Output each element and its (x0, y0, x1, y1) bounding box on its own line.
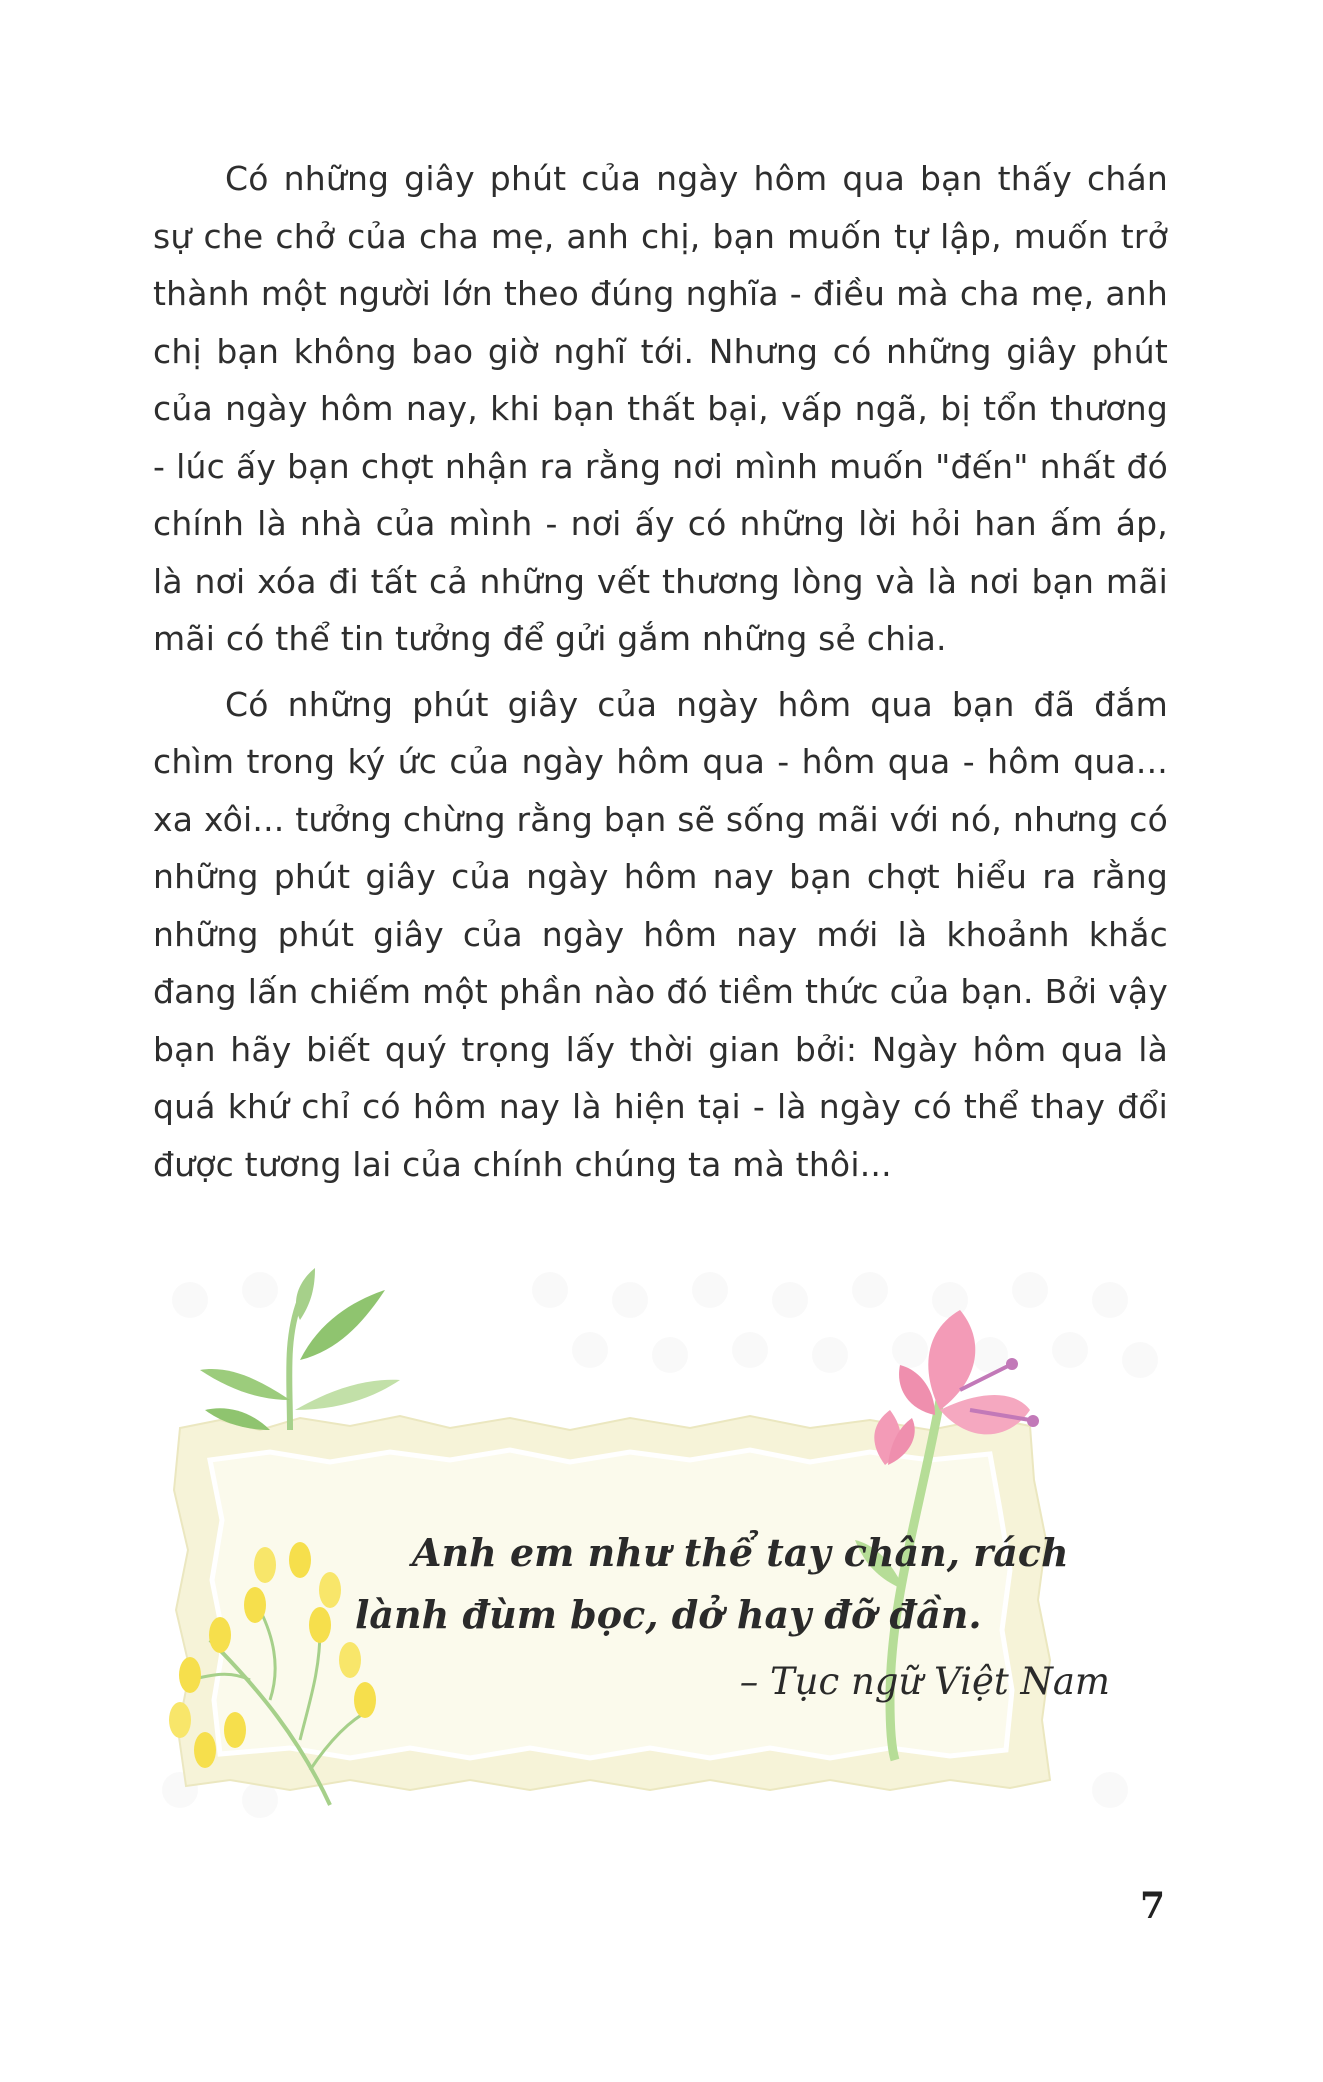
body-text (153, 150, 1168, 1201)
quote-card (150, 1260, 1170, 1820)
quote-text (355, 1522, 1115, 1646)
quote-line-1: Anh em như thể tay chân, rách (412, 1530, 1069, 1575)
paragraph-2: Có những phút giây của ngày hôm qua bạn đã đắm chìm trong ký ức của ngày hôm qua - hôm qua - hôm qua... xa xôi... tưởng chừng rằng bạn sẽ sống mãi với nó, nhưng có những phút giây của ngày hôm nay bạn chợt hiểu ra rằng những phút giây của ngày hôm nay mới là khoảnh khắc đang lấn chiếm một phần nào đó tiềm thức của bạn. Bởi vậy bạn hãy biết quý trọng lấy thời gian bởi: Ngày hôm qua là quá khứ chỉ có hôm nay là hiện tại - là ngày có thể thay đổi được tương lai của chính chúng ta mà thôi... (153, 684, 1168, 1184)
quote-line-2: lành đùm bọc, dở hay đỡ đần. (355, 1592, 982, 1637)
page-number: 7 (1140, 1885, 1166, 1927)
quote-source: – Tục ngữ Việt Nam (739, 1660, 1110, 1703)
paragraph-1: Có những giây phút của ngày hôm qua bạn thấy chán sự che chở của cha mẹ, anh chị, bạn muốn tự lập, muốn trở thành một người lớn theo đúng nghĩa - điều mà cha mẹ, anh chị bạn không bao giờ nghĩ tới. Nhưng có những giây phút của ngày hôm nay, khi bạn thất bại, vấp ngã, bị tổn thương - lúc ấy bạn chợt nhận ra rằng nơi mình muốn "đến" nhất đó chính là nhà của mình - nơi ấy có những lời hỏi han ấm áp, là nơi xóa đi tất cả những vết thương lòng và là nơi bạn mãi mãi có thể tin tưởng để gửi gắm những sẻ chia. (153, 159, 1168, 658)
sprout-illustration (200, 1268, 400, 1430)
